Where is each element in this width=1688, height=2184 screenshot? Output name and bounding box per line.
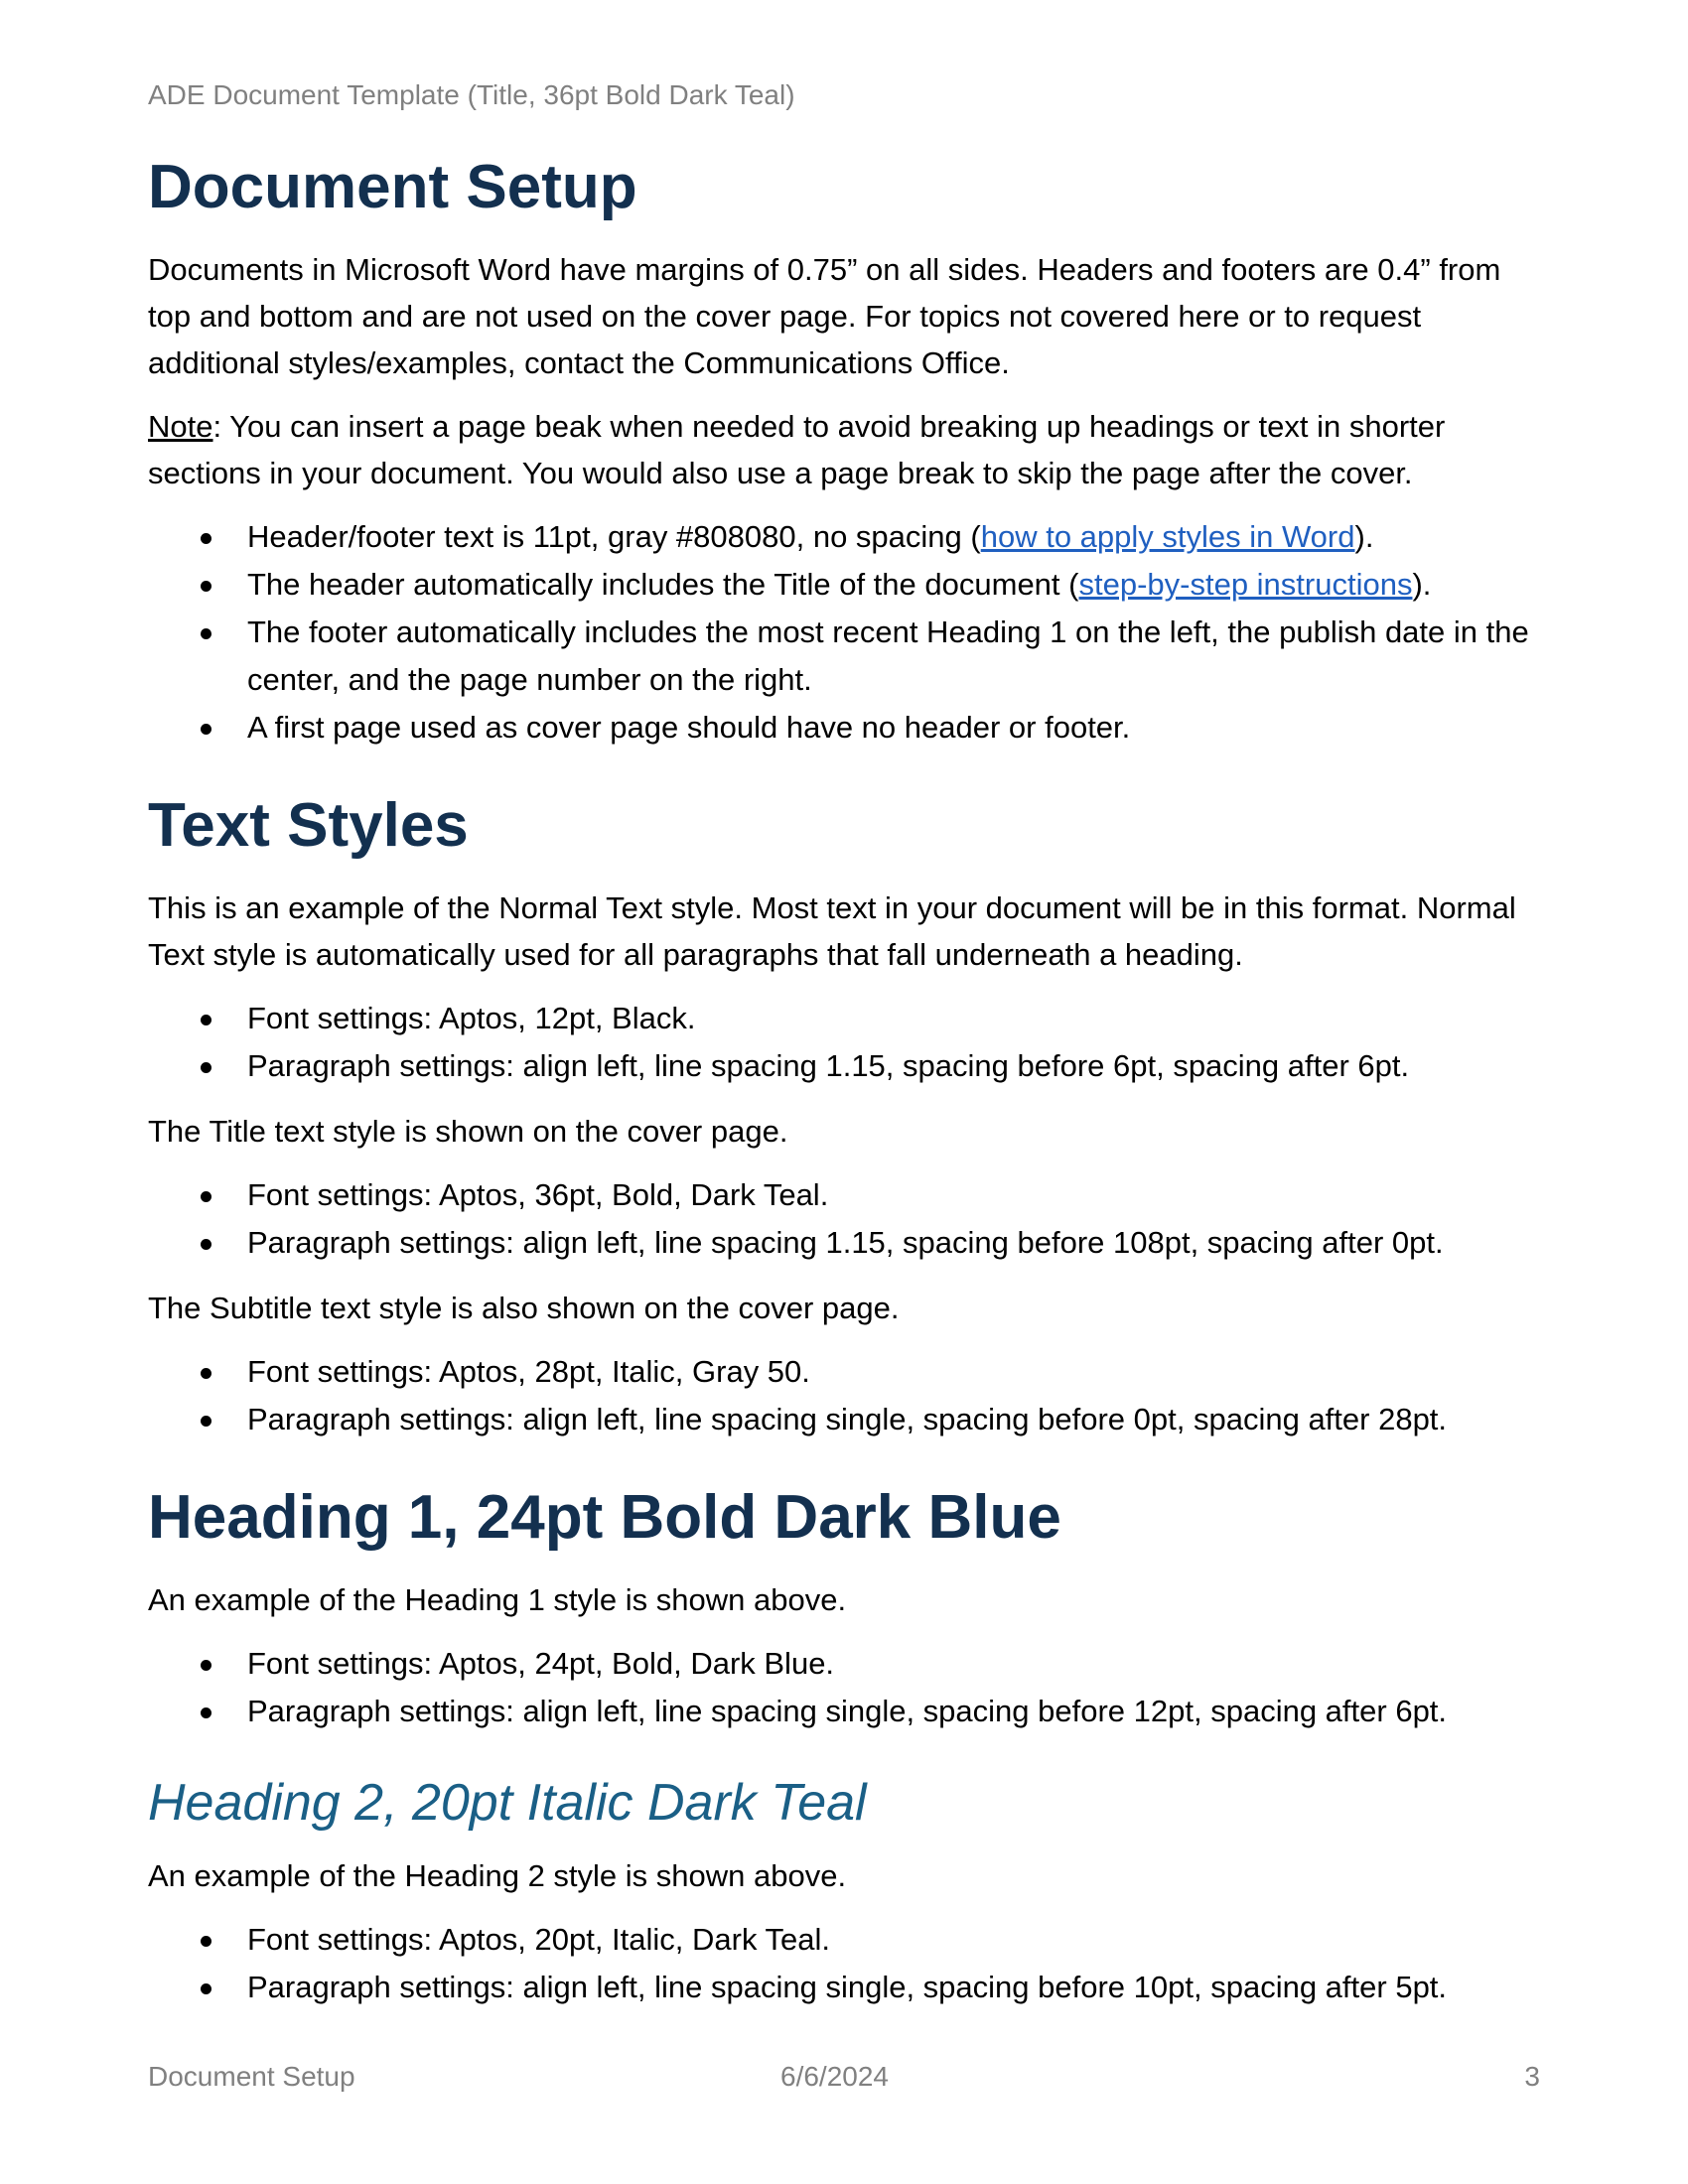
- page-footer: [148, 2061, 1540, 2101]
- paragraph-normal-text: This is an example of the Normal Text style. Most text in your document will be in this format. Normal Text style is automatically used for all paragraphs that fall underneath a heading.: [148, 890, 1516, 972]
- bullet-text: The header automatically includes the Title of the document (: [247, 567, 1079, 602]
- bullet-footer-contents: The footer automatically includes the most recent Heading 1 on the left, the publish date in the center, and the page number on the right.: [148, 609, 1540, 704]
- page-content: [148, 149, 1540, 2029]
- bullet-text: ).: [1412, 567, 1432, 602]
- heading1-bullet-list: [148, 1640, 1540, 1735]
- bullet-text: Header/footer text is 11pt, gray #808080, no spacing (: [247, 519, 981, 554]
- list-item: Paragraph settings: align left, line spacing single, spacing before 0pt, spacing after 28pt.: [148, 1396, 1540, 1443]
- list-item: Paragraph settings: align left, line spacing single, spacing before 12pt, spacing after 6pt.: [148, 1688, 1540, 1735]
- paragraph-heading1-example: An example of the Heading 1 style is shown above.: [148, 1582, 847, 1617]
- paragraph-subtitle-style: The Subtitle text style is also shown on the cover page.: [148, 1291, 900, 1325]
- list-item: Paragraph settings: align left, line spacing 1.15, spacing before 108pt, spacing after 0pt.: [148, 1219, 1540, 1267]
- subtitle-style-bullet-list: [148, 1348, 1540, 1443]
- paragraph-margins: Documents in Microsoft Word have margins of 0.75” on all sides. Headers and footers are 0.4” from top and bottom and are not used on the cover page. For topics not covered here or to request additional styles/examples, contact the Communications Office.: [148, 252, 1501, 380]
- bullet-header-title: [148, 561, 1540, 609]
- list-item: Font settings: Aptos, 24pt, Bold, Dark Blue.: [148, 1640, 1540, 1688]
- setup-bullet-list: [148, 513, 1540, 751]
- footer-page-number: 3: [1524, 2061, 1540, 2092]
- footer-publish-date: 6/6/2024: [780, 2061, 889, 2092]
- footer-section-title: Document Setup: [148, 2061, 355, 2092]
- title-style-bullet-list: [148, 1171, 1540, 1267]
- list-item: Font settings: Aptos, 28pt, Italic, Gray 50.: [148, 1348, 1540, 1396]
- bullet-text: ).: [1354, 519, 1374, 554]
- list-item: Font settings: Aptos, 20pt, Italic, Dark Teal.: [148, 1916, 1540, 1964]
- bullet-header-footer-text: [148, 513, 1540, 561]
- heading-2-example: Heading 2, 20pt Italic Dark Teal: [148, 1774, 867, 1832]
- heading2-bullet-list: [148, 1916, 1540, 2011]
- page-header: ADE Document Template (Title, 36pt Bold Dark Teal): [148, 79, 795, 110]
- paragraph-title-style: The Title text style is shown on the cover page.: [148, 1114, 788, 1149]
- note-text: : You can insert a page beak when needed to avoid breaking up headings or text in shorter sections in your document. You would also use a page break to skip the page after the cover.: [148, 409, 1446, 490]
- heading-text-styles: Text Styles: [148, 791, 469, 860]
- list-item: Font settings: Aptos, 36pt, Bold, Dark Teal.: [148, 1171, 1540, 1219]
- paragraph-heading2-example: An example of the Heading 2 style is shown above.: [148, 1858, 847, 1893]
- list-item: Paragraph settings: align left, line spacing single, spacing before 10pt, spacing after 5pt.: [148, 1964, 1540, 2011]
- link-how-to-apply-styles[interactable]: how to apply styles in Word: [980, 519, 1355, 554]
- heading-1-example: Heading 1, 24pt Bold Dark Blue: [148, 1483, 1061, 1552]
- paragraph-note: [148, 403, 1540, 496]
- heading-document-setup: Document Setup: [148, 153, 637, 221]
- list-item: Font settings: Aptos, 12pt, Black.: [148, 995, 1540, 1042]
- normal-style-bullet-list: [148, 995, 1540, 1090]
- note-label: Note: [148, 409, 213, 444]
- list-item: Paragraph settings: align left, line spacing 1.15, spacing before 6pt, spacing after 6pt.: [148, 1042, 1540, 1090]
- bullet-cover-page: A first page used as cover page should have no header or footer.: [148, 704, 1540, 751]
- link-step-by-step-instructions[interactable]: step-by-step instructions: [1078, 567, 1413, 602]
